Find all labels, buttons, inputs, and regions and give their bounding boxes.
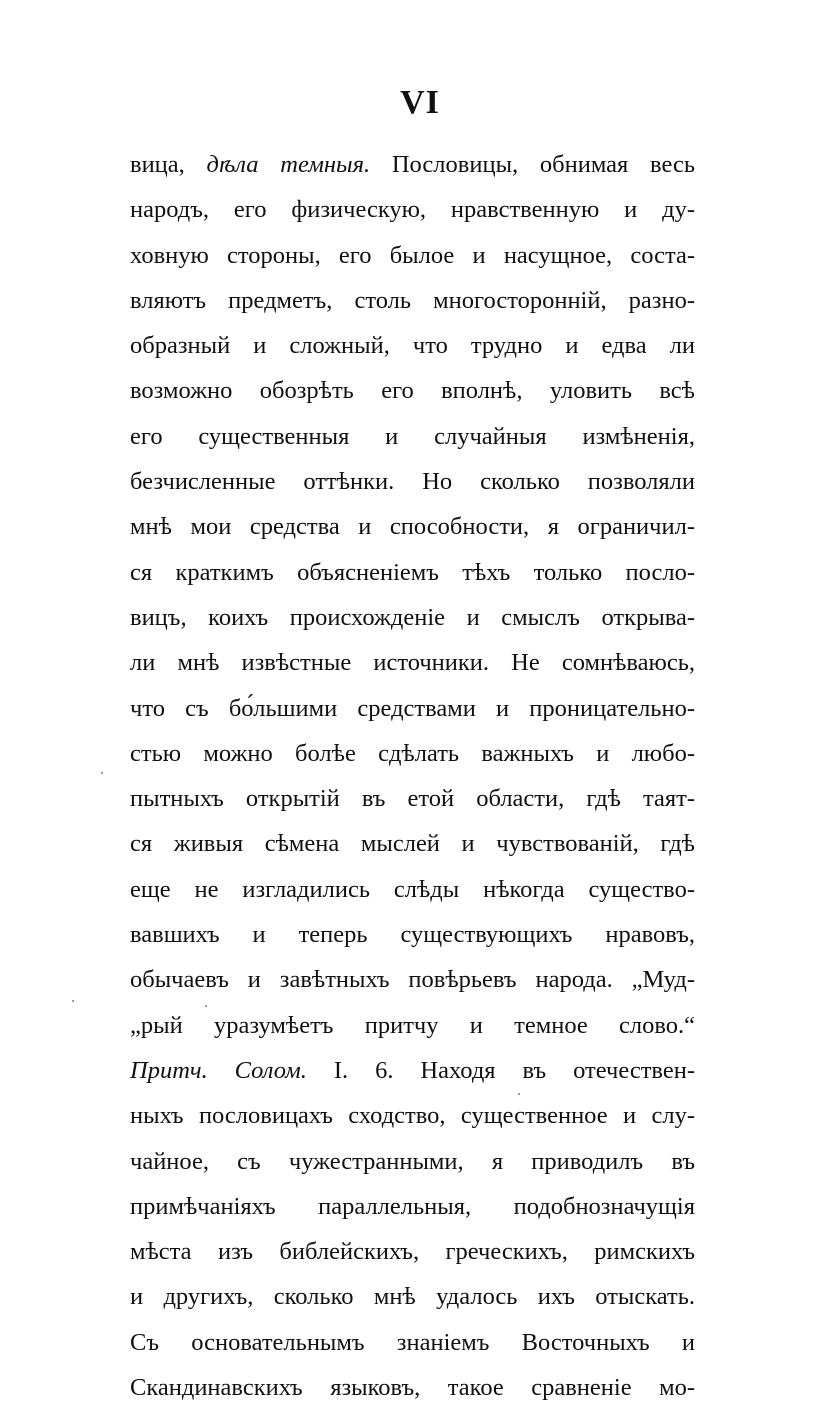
- page-number: VI: [400, 84, 440, 121]
- line-text: Съ основательнымъ знаніемъ Восточныхъ и: [130, 1328, 695, 1356]
- line-text: его существенныя и случайныя измѣненія,: [130, 422, 695, 450]
- text-line: [130, 867, 695, 912]
- text-line: [130, 957, 695, 1002]
- text-line: [130, 640, 695, 685]
- line-text: ся краткимъ объясненіемъ тѣхъ только посло-: [130, 558, 695, 586]
- paper-speck: [101, 772, 103, 774]
- line-text: стью можно болѣе сдѣлать важныхъ и любо-: [130, 739, 695, 767]
- text-line: [130, 731, 695, 776]
- line-text: ховную стороны, его былое и насущное, соста-: [130, 241, 695, 269]
- text-line: [130, 1003, 695, 1048]
- line-text: вляютъ предметъ, столь многосторонній, разно-: [130, 286, 695, 314]
- line-text: что съ бо́льшими средствами и проницательно-: [130, 694, 695, 722]
- text-line: [130, 1320, 695, 1365]
- italic-text: дѣла темныя.: [206, 151, 371, 178]
- text-line: [130, 414, 695, 459]
- line-text: мнѣ мои средства и способности, я ограничил-: [130, 513, 695, 541]
- line-text: еще не изгладились слѣды нѣкогда существо-: [130, 875, 695, 903]
- line-text: ли мнѣ извѣстные источники. Не сомнѣваюсь,: [130, 649, 695, 677]
- line-text: вавшихъ и теперь существующихъ нравовъ,: [130, 921, 695, 949]
- line-text: ся живыя сѣмена мыслей и чувствованій, гдѣ: [130, 830, 695, 858]
- text-line: [130, 1139, 695, 1184]
- text-line: [130, 1229, 695, 1274]
- line-text: примѣчаніяхъ параллельныя, подобнозначущія: [130, 1192, 695, 1220]
- text-line: [130, 821, 695, 866]
- paper-speck: [72, 1000, 74, 1002]
- text-line: [130, 1365, 695, 1410]
- line-text: и другихъ, сколько мнѣ удалось ихъ отыскать.: [130, 1283, 695, 1311]
- paper-speck: [205, 1005, 207, 1007]
- text-line: [130, 776, 695, 821]
- line-text: народъ, его физическую, нравственную и ду-: [130, 196, 695, 224]
- text-line: [130, 368, 695, 413]
- text-line: [130, 459, 695, 504]
- text-line: [130, 187, 695, 232]
- text-line: [130, 323, 695, 368]
- line-text: возможно обозрѣть его вполнѣ, уловить всѣ: [130, 377, 695, 405]
- text-line: [130, 504, 695, 549]
- line-text: мѣста изъ библейскихъ, греческихъ, римскихъ: [130, 1238, 695, 1266]
- text-line: [130, 1048, 695, 1093]
- text-line: [130, 1093, 695, 1138]
- text-line: [130, 1274, 695, 1319]
- text-line: [130, 142, 695, 187]
- italic-text: Притч. Солом.: [130, 1056, 307, 1084]
- body-text: [130, 142, 695, 1410]
- line-text: пытныхъ открытій въ етой области, гдѣ таят-: [130, 785, 695, 813]
- line-text: безчисленные оттѣнки. Но сколько позволяли: [130, 468, 695, 496]
- line-text: образный и сложный, что трудно и едва ли: [130, 332, 695, 360]
- text-line: [130, 550, 695, 595]
- text-line: [130, 912, 695, 957]
- line-text: ныхъ пословицахъ сходство, существенное и слу-: [130, 1102, 695, 1130]
- line-text: Пословицы, обнимая весь: [370, 151, 695, 178]
- text-line: [130, 686, 695, 731]
- line-text: обычаевъ и завѣтныхъ повѣрьевъ народа. „Муд-: [130, 966, 695, 994]
- line-text: вица,: [130, 151, 207, 178]
- line-text: I. 6. Находя въ отечествен-: [306, 1056, 695, 1084]
- text-line: [130, 278, 695, 323]
- paper-speck: [518, 1093, 520, 1095]
- line-text: чайное, съ чужестранными, я приводилъ въ: [130, 1147, 695, 1175]
- line-text: вицъ, коихъ происхожденіе и смыслъ открыва-: [130, 603, 695, 631]
- line-text: Скандинавскихъ языковъ, такое сравненіе мо-: [130, 1374, 695, 1402]
- text-line: [130, 233, 695, 278]
- text-line: [130, 595, 695, 640]
- line-text: „рый уразумѣетъ притчу и темное слово.“: [130, 1011, 695, 1039]
